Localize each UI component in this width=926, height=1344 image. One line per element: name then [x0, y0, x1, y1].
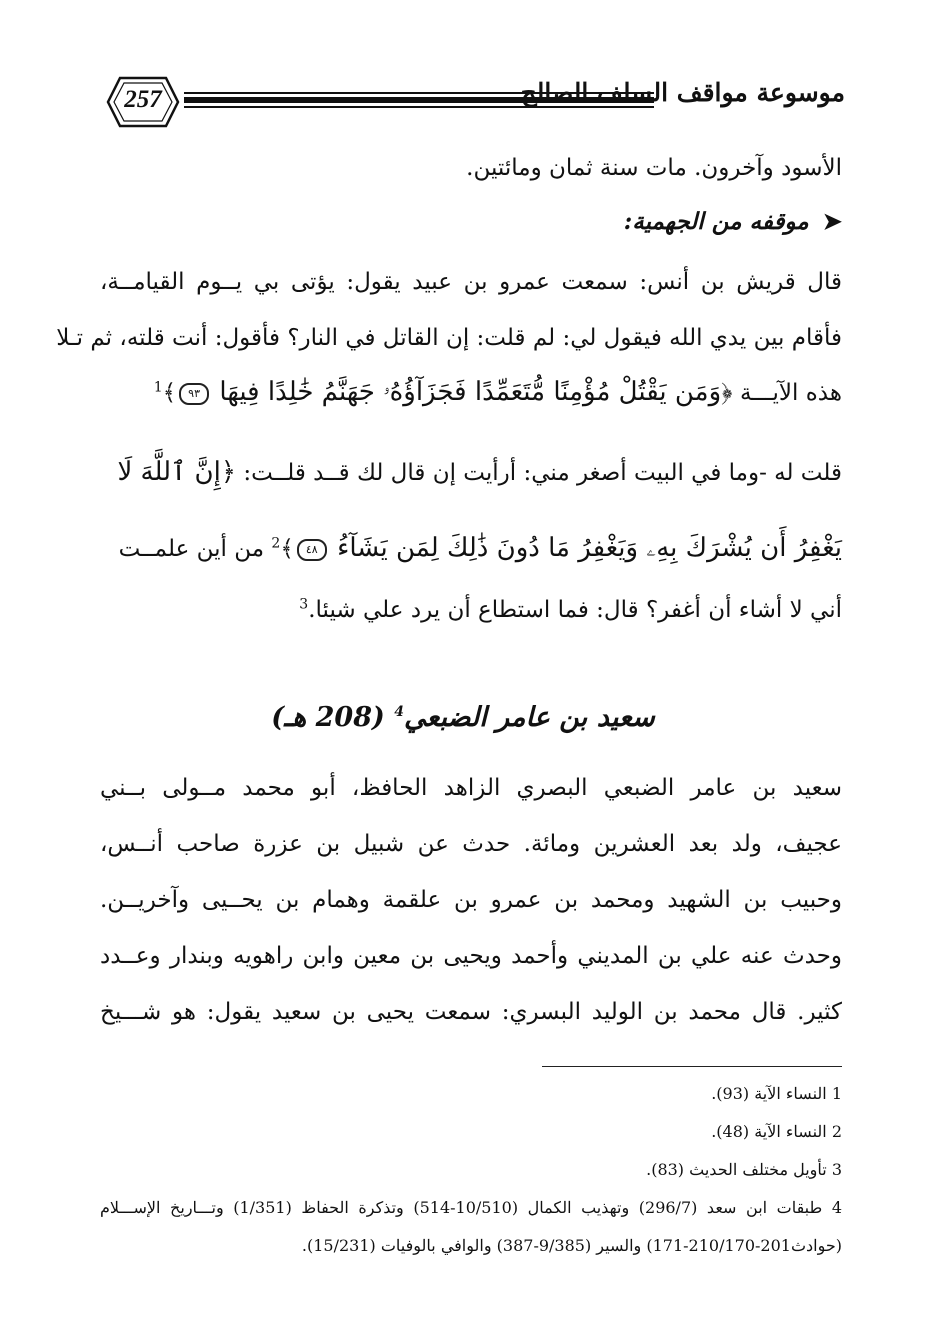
page-header: [100, 72, 845, 132]
ayah-number-marker: ٤٨: [297, 539, 327, 561]
text-segment: قلت له -وما في البيت أصغر مني: أرأيت إن قال لك قــد قلــت:: [243, 460, 842, 486]
quran-line: يَغْفِرُ أَن يُشْرَكَ بِهِۦ وَيَغْفِرُ مَا دُونَ ذَٰلِكَ لِمَن يَشَآءُ ٤٨﴾$^2$ من أين علمــت: [118, 533, 842, 563]
quran-verse: ﴿وَمَن يَقْتُلْ مُؤْمِنًا مُّتَعَمِّدًا فَجَزَآؤُهُۥ جَهَنَّمُ خَٰلِدًا فِيهَا: [219, 377, 733, 407]
text-segment: أني لا أشاء أن أغفر؟ قال: فما استطاع أن يرد علي شيئا.: [308, 597, 842, 623]
footnote-ref[interactable]: 3: [299, 596, 309, 613]
footnote-ref[interactable]: 4: [394, 704, 404, 720]
section-title-date: (208 هـ): [271, 702, 385, 733]
footnote-text: تأويل مختلف الحديث (83).: [646, 1160, 827, 1179]
quran-line: هذه الآيـــة ﴿وَمَن يَقْتُلْ مُؤْمِنًا مُّتَعَمِّدًا فَجَزَآؤُهُۥ جَهَنَّمُ خَٰلِدًا فِيهَا ٩٣﴾$^1$: [153, 377, 842, 407]
footnote-continuation: [100, 1232, 842, 1260]
quran-line: [100, 452, 842, 493]
text-line: سعيد بن عامر الضبعي البصري الزاهد الحافظ، أبو محمد مــولى بــني: [100, 775, 842, 801]
section-title: [0, 702, 926, 733]
footnote-text: طبقات ابن سعد (296/7) وتهذيب الكمال (10/510-514) وتذكرة الحفاظ (1/351) وتـــاريخ الإســـلام: [100, 1198, 823, 1217]
footnote-ref[interactable]: 1: [153, 379, 163, 396]
page-number-badge: [106, 76, 180, 128]
text-line: كثير. قال محمد بن الوليد البسري: سمعت يحيى بن سعيد يقول: هو شـــيخ: [100, 999, 842, 1025]
text-segment: من أين علمــت: [118, 536, 265, 562]
footnote-number: 3: [831, 1160, 842, 1179]
footnote-text: النساء الآية (93).: [711, 1084, 827, 1103]
footnote: [100, 1080, 842, 1108]
text-line: وحبيب بن الشهيد ومحمد بن عمرو بن علقمة وهمام بن يحــيى وآخريــن.: [100, 887, 842, 913]
footnote: [100, 1156, 842, 1184]
text-line: وحدث عنه علي بن المديني وأحمد ويحيى بن معين وابن راهويه وبندار وعــدد: [100, 943, 842, 969]
page-number: 257: [124, 86, 162, 113]
footnote-text: النساء الآية (48).: [711, 1122, 827, 1141]
text-line: [100, 590, 842, 630]
section-title-name: سعيد بن عامر الضبعي: [403, 702, 655, 733]
text-segment: هذه الآيـــة: [739, 380, 842, 406]
text-line: فأقام بين يدي الله فيقول لي: لم قلت: إن القاتل في النار؟ فأقول: أنت قلته، ثم تـلا: [56, 325, 842, 351]
footnote-number: 4: [831, 1198, 842, 1217]
footnote-ref[interactable]: 2: [271, 535, 281, 552]
book-title: موسوعة مواقف السلف الصالح: [520, 78, 845, 107]
subheading: [624, 208, 842, 235]
text-line: الأسود وآخرون. مات سنة ثمان ومائتين.: [466, 155, 842, 181]
footnote: [100, 1194, 842, 1222]
footnote-number: 1: [831, 1084, 842, 1103]
footnote-number: 2: [831, 1122, 842, 1141]
text-line: قال قريش بن أنس: سمعت عمرو بن عبيد يقول: يؤتى بي يــوم القيامــة،: [100, 269, 842, 295]
quran-verse: ﴿إِنَّ ٱللَّهَ لَا: [117, 457, 237, 487]
arrow-bullet-icon: ➤: [822, 208, 842, 235]
footnote-text: (حوادث201-210/170-171) والسير (9/385-387) والوافي بالوفيات (15/231).: [301, 1236, 842, 1255]
footnote-separator: [542, 1066, 842, 1067]
quran-verse: يَغْفِرُ أَن يُشْرَكَ بِهِۦ وَيَغْفِرُ مَا دُونَ ذَٰلِكَ لِمَن يَشَآءُ: [337, 533, 842, 563]
footnote: [100, 1118, 842, 1146]
subheading-text: موقفه من الجهمية:: [623, 208, 809, 235]
ayah-number-marker: ٩٣: [179, 383, 209, 405]
text-line: عجيف، ولد بعد العشرين ومائة. حدث عن شبيل بن عزرة صاحب أنــس،: [100, 831, 842, 857]
